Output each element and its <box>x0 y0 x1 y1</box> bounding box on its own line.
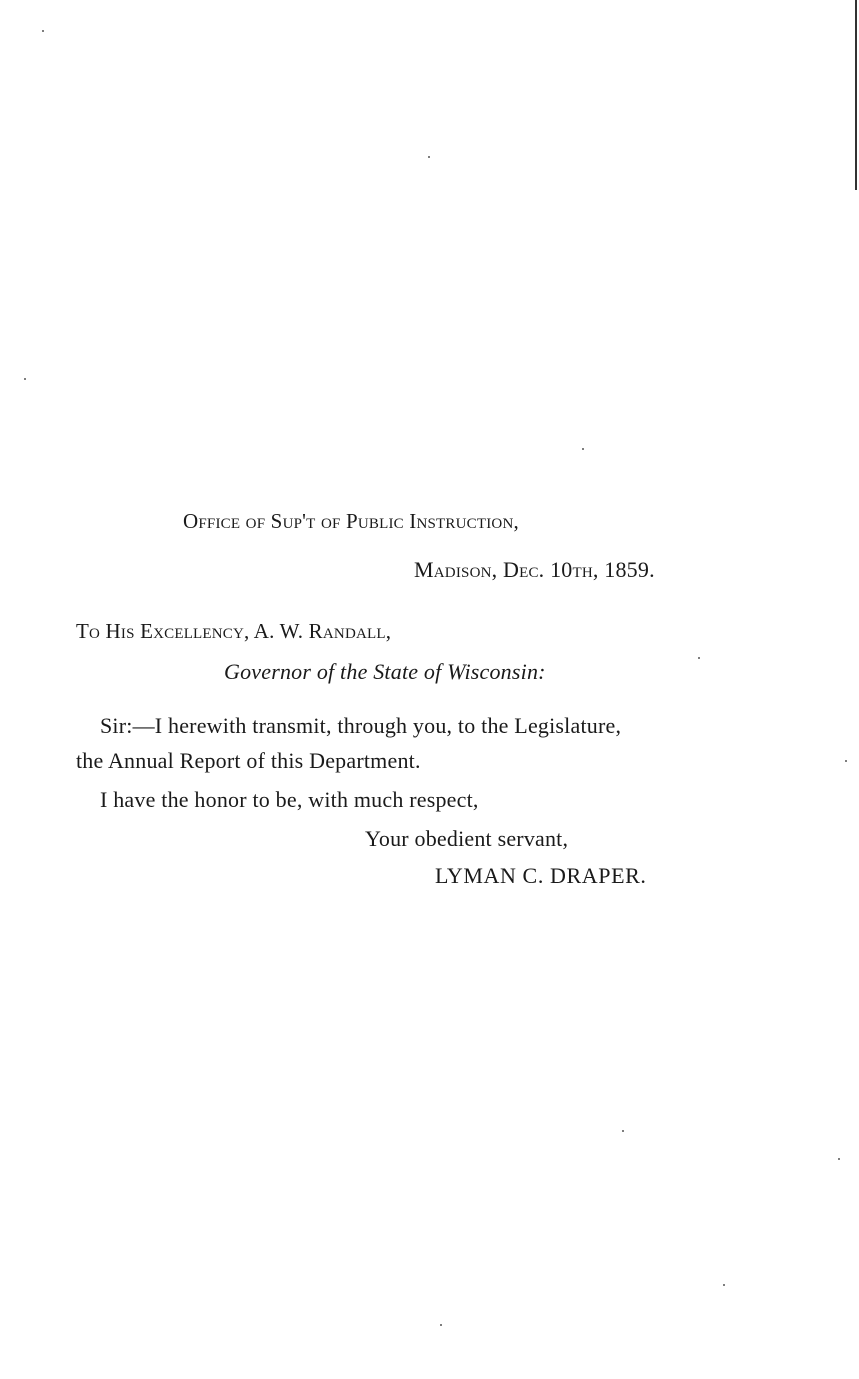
page-edge-shadow <box>855 0 857 190</box>
signature: LYMAN C. DRAPER. <box>435 863 647 888</box>
body-line: the Annual Report of this Department. <box>76 748 421 773</box>
print-speck <box>698 657 700 659</box>
print-speck <box>428 156 430 158</box>
print-speck <box>622 1130 624 1132</box>
print-speck <box>440 1324 442 1326</box>
print-speck <box>838 1158 840 1160</box>
print-speck <box>42 30 44 32</box>
body-line: I have the honor to be, with much respect, <box>100 787 479 812</box>
addressee-title: Governor of the State of Wisconsin: <box>224 659 546 684</box>
body-line: Sir:—I herewith transmit, through you, to the Legislature, <box>100 713 622 738</box>
print-speck <box>24 378 26 380</box>
closing: Your obedient servant, <box>365 826 569 851</box>
addressee: To His Excellency, A. W. Randall, <box>76 619 392 643</box>
place-and-date-text: Madison, Dec. 10th, 1859. <box>414 557 655 582</box>
office-heading: Office of Sup't of Public Instruction, <box>183 509 519 533</box>
place-and-date <box>414 557 655 583</box>
print-speck <box>845 760 847 762</box>
print-speck <box>582 448 584 450</box>
print-speck <box>723 1284 725 1286</box>
